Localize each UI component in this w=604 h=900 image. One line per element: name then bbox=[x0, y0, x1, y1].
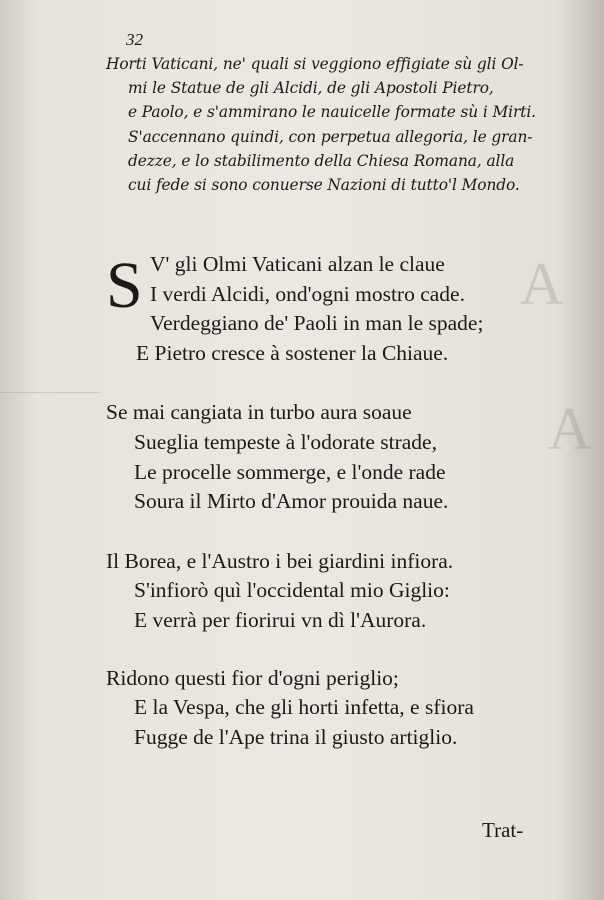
page-number: 32 bbox=[126, 30, 143, 49]
intro-line: mi le Statue de gli Alcidi, de gli Apostoli Pietro, bbox=[128, 79, 494, 98]
intro-line: dezze, e lo stabilimento della Chiesa Romana, alla bbox=[128, 151, 515, 170]
verse-line: E la Vespa, che gli horti infetta, e sfiora bbox=[134, 695, 474, 720]
stanza-2 bbox=[106, 398, 576, 516]
catchword: Trat- bbox=[482, 818, 524, 842]
intro-argument bbox=[106, 52, 576, 197]
stanza-4 bbox=[106, 664, 576, 753]
verse-line: Il Borea, e l'Austro i bei giardini infiora. bbox=[106, 548, 454, 573]
verse-line: Verdeggiano de' Paoli in man le spade; bbox=[150, 311, 484, 336]
verse-line: I verdi Alcidi, ond'ogni mostro cade. bbox=[150, 281, 465, 306]
verse-line: Soura il Mirto d'Amor prouida naue. bbox=[134, 489, 449, 514]
verse-line: Ridono questi fior d'ogni periglio; bbox=[106, 665, 399, 690]
drop-cap: S bbox=[106, 249, 143, 322]
stanza-3 bbox=[106, 547, 576, 636]
verse-line: V' gli Olmi Vaticani alzan le claue bbox=[150, 252, 445, 276]
intro-line: e Paolo, e s'ammirano le nauicelle formate sù i Mirti. bbox=[128, 103, 536, 122]
stanza-1 bbox=[106, 250, 576, 368]
intro-line: Horti Vaticani, ne' quali si veggiono effigiate sù gli Ol- bbox=[106, 55, 524, 73]
verse-line: Le procelle sommerge, e l'onde rade bbox=[134, 459, 446, 484]
verse-line: Se mai cangiata in turbo aura soaue bbox=[106, 400, 412, 425]
sonnet bbox=[106, 250, 576, 752]
verse-line: S'infiorò quì l'occidental mio Giglio: bbox=[134, 578, 450, 603]
show-through-bleed: A A bbox=[0, 0, 604, 900]
verse-line: Fugge de l'Ape trina il giusto artiglio. bbox=[134, 724, 458, 749]
intro-line: S'accennano quindi, con perpetua allegoria, le gran- bbox=[128, 127, 533, 146]
verse-line: Sueglia tempeste à l'odorate strade, bbox=[134, 429, 437, 454]
verse-line: E Pietro cresce à sostener la Chiaue. bbox=[136, 340, 449, 365]
intro-line: cui fede si sono conuerse Nazioni di tutto'l Mondo. bbox=[128, 176, 520, 195]
verse-line: E verrà per fiorirui vn dì l'Aurora. bbox=[134, 607, 427, 632]
